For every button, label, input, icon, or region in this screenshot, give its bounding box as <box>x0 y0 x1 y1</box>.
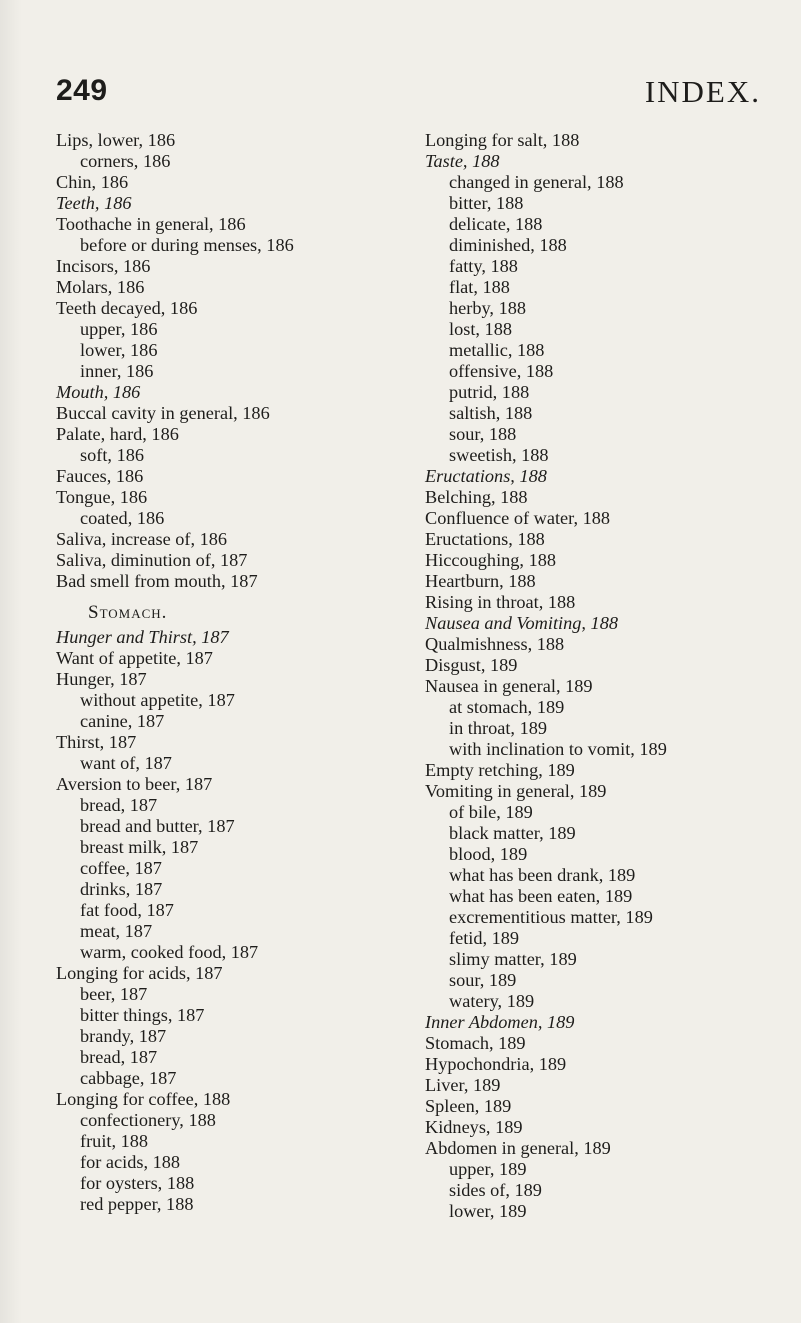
index-subentry: upper, 189 <box>449 1159 527 1179</box>
index-subentry: sour, 189 <box>449 970 517 990</box>
index-entry: Abdomen in general, 189 <box>425 1138 611 1158</box>
index-subentry: inner, 186 <box>80 361 154 381</box>
index-subentry: flat, 188 <box>449 277 510 297</box>
index-subentry: lost, 188 <box>449 319 512 339</box>
index-entry: Palate, hard, 186 <box>56 424 179 444</box>
index-subentry: drinks, 187 <box>80 879 163 899</box>
index-entry: Incisors, 186 <box>56 256 151 276</box>
running-title: INDEX. <box>644 74 761 109</box>
index-subentry: fetid, 189 <box>449 928 520 948</box>
index-entry: Nausea in general, 189 <box>425 676 593 696</box>
index-subentry: watery, 189 <box>449 991 535 1011</box>
page-header <box>46 70 761 110</box>
index-entry: Hiccoughing, 188 <box>425 550 556 570</box>
index-column-right <box>425 130 785 1222</box>
index-subentry: want of, 187 <box>80 753 172 773</box>
index-entry: Teeth, 186 <box>56 193 132 213</box>
index-subentry: red pepper, 188 <box>80 1194 194 1214</box>
index-subentry: canine, 187 <box>80 711 165 731</box>
index-entry: Empty retching, 189 <box>425 760 575 780</box>
index-subentry: brandy, 187 <box>80 1026 167 1046</box>
index-entry: Molars, 186 <box>56 277 145 297</box>
page-number: 249 <box>56 74 108 107</box>
index-entry: Saliva, diminution of, 187 <box>56 550 248 570</box>
index-entry: Hunger, 187 <box>56 669 147 689</box>
index-subentry: coffee, 187 <box>80 858 162 878</box>
index-entry: Longing for coffee, 188 <box>56 1089 231 1109</box>
index-subentry: for acids, 188 <box>80 1152 181 1172</box>
index-entry: Thirst, 187 <box>56 732 137 752</box>
index-subentry: with inclination to vomit, 189 <box>449 739 667 759</box>
index-subentry: lower, 186 <box>80 340 158 360</box>
index-entry: Taste, 188 <box>425 151 500 171</box>
index-subentry: beer, 187 <box>80 984 148 1004</box>
index-entry: Longing for acids, 187 <box>56 963 223 983</box>
index-entry: Saliva, increase of, 186 <box>56 529 228 549</box>
index-subentry: breast milk, 187 <box>80 837 199 857</box>
index-entry: Nausea and Vomiting, 188 <box>425 613 618 633</box>
index-subentry: sour, 188 <box>449 424 517 444</box>
index-entry: Want of appetite, 187 <box>56 648 213 668</box>
index-subentry: cabbage, 187 <box>80 1068 177 1088</box>
section-heading: Stomach. <box>88 602 168 623</box>
index-entry: Spleen, 189 <box>425 1096 512 1116</box>
index-entry: Kidneys, 189 <box>425 1117 523 1137</box>
index-subentry: offensive, 188 <box>449 361 554 381</box>
index-subentry: metallic, 188 <box>449 340 545 360</box>
index-subentry: bread, 187 <box>80 795 158 815</box>
index-subentry: before or during menses, 186 <box>80 235 294 255</box>
index-subentry: bitter, 188 <box>449 193 524 213</box>
index-subentry: blood, 189 <box>449 844 528 864</box>
index-subentry: confectionery, 188 <box>80 1110 216 1130</box>
index-subentry: of bile, 189 <box>449 802 533 822</box>
index-entry: Stomach, 189 <box>425 1033 526 1053</box>
index-subentry: bread, 187 <box>80 1047 158 1067</box>
index-column-left <box>56 130 396 1215</box>
index-subentry: bitter things, 187 <box>80 1005 205 1025</box>
index-entry: Buccal cavity in general, 186 <box>56 403 270 423</box>
index-subentry: changed in general, 188 <box>449 172 624 192</box>
index-entry: Rising in throat, 188 <box>425 592 576 612</box>
index-entry: Chin, 186 <box>56 172 129 192</box>
index-subentry: black matter, 189 <box>449 823 576 843</box>
index-subentry: soft, 186 <box>80 445 144 465</box>
index-subentry: meat, 187 <box>80 921 153 941</box>
index-entry: Mouth, 186 <box>56 382 141 402</box>
index-subentry: fat food, 187 <box>80 900 174 920</box>
index-subentry: fruit, 188 <box>80 1131 149 1151</box>
index-entry: Teeth decayed, 186 <box>56 298 198 318</box>
index-subentry: herby, 188 <box>449 298 526 318</box>
index-entry: Vomiting in general, 189 <box>425 781 607 801</box>
index-subentry: what has been eaten, 189 <box>449 886 633 906</box>
index-entry: Inner Abdomen, 189 <box>425 1012 575 1032</box>
index-subentry: at stomach, 189 <box>449 697 565 717</box>
index-subentry: corners, 186 <box>80 151 171 171</box>
index-subentry: without appetite, 187 <box>80 690 235 710</box>
index-entry: Disgust, 189 <box>425 655 518 675</box>
index-subentry: what has been drank, 189 <box>449 865 636 885</box>
index-entry: Fauces, 186 <box>56 466 144 486</box>
index-entry: Liver, 189 <box>425 1075 501 1095</box>
index-entry: Toothache in general, 186 <box>56 214 246 234</box>
index-subentry: lower, 189 <box>449 1201 527 1221</box>
index-subentry: fatty, 188 <box>449 256 518 276</box>
index-subentry: diminished, 188 <box>449 235 567 255</box>
index-subentry: delicate, 188 <box>449 214 543 234</box>
index-entry: Qualmishness, 188 <box>425 634 565 654</box>
index-subentry: putrid, 188 <box>449 382 530 402</box>
index-subentry: sweetish, 188 <box>449 445 549 465</box>
index-entry: Lips, lower, 186 <box>56 130 176 150</box>
index-entry: Heartburn, 188 <box>425 571 536 591</box>
index-subentry: saltish, 188 <box>449 403 533 423</box>
index-entry: Tongue, 186 <box>56 487 148 507</box>
index-entry: Eructations, 188 <box>425 529 545 549</box>
index-entry: Hypochondria, 189 <box>425 1054 567 1074</box>
index-entry: Confluence of water, 188 <box>425 508 611 528</box>
index-entry: Eructations, 188 <box>425 466 547 486</box>
index-subentry: upper, 186 <box>80 319 158 339</box>
index-subentry: slimy matter, 189 <box>449 949 577 969</box>
index-subentry: coated, 186 <box>80 508 165 528</box>
index-entry: Longing for salt, 188 <box>425 130 580 150</box>
index-entry: Bad smell from mouth, 187 <box>56 571 258 591</box>
index-subentry: for oysters, 188 <box>80 1173 195 1193</box>
index-entry: Belching, 188 <box>425 487 528 507</box>
index-entry: Aversion to beer, 187 <box>56 774 213 794</box>
index-subentry: excrementitious matter, 189 <box>449 907 653 927</box>
index-subentry: bread and butter, 187 <box>80 816 235 836</box>
index-entry: Hunger and Thirst, 187 <box>56 627 229 647</box>
index-subentry: warm, cooked food, 187 <box>80 942 259 962</box>
index-subentry: sides of, 189 <box>449 1180 542 1200</box>
index-subentry: in throat, 189 <box>449 718 547 738</box>
